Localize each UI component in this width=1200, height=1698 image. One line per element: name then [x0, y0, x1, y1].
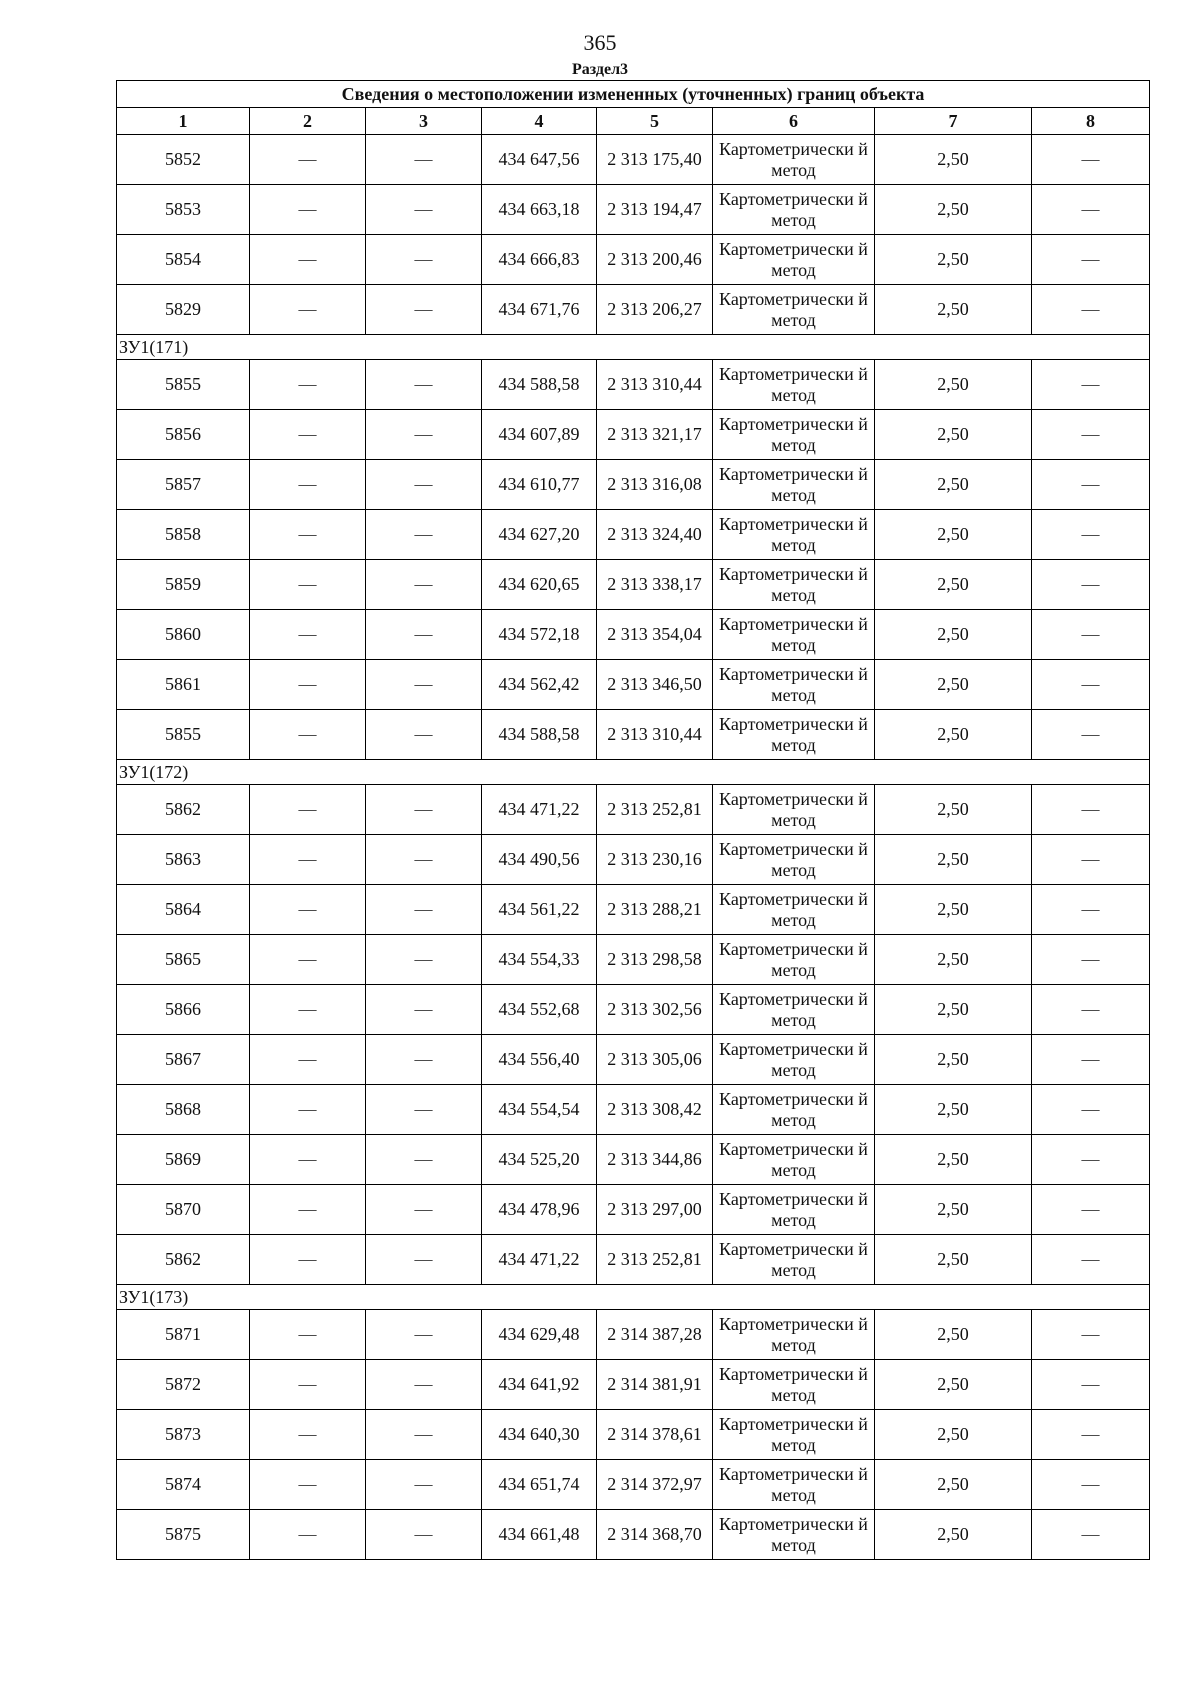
point-number-cell: 5867 [117, 1035, 250, 1085]
y-coordinate-cell: 2 314 368,70 [597, 1510, 713, 1560]
accuracy-cell: 2,50 [875, 1510, 1032, 1560]
accuracy-cell: 2,50 [875, 1135, 1032, 1185]
method-cell: Картометрически й метод [713, 785, 875, 835]
x-coordinate-cell: 434 554,54 [482, 1085, 597, 1135]
x-coordinate-cell: 434 471,22 [482, 1235, 597, 1285]
x-coordinate-cell: 434 588,58 [482, 360, 597, 410]
col8-cell: — [1032, 785, 1150, 835]
accuracy-cell: 2,50 [875, 1460, 1032, 1510]
column-number: 8 [1032, 108, 1150, 135]
y-coordinate-cell: 2 313 252,81 [597, 785, 713, 835]
table-row [117, 1510, 1150, 1560]
col3-cell: — [366, 935, 482, 985]
col3-cell: — [366, 360, 482, 410]
col8-cell: — [1032, 985, 1150, 1035]
col2-cell: — [250, 135, 366, 185]
col8-cell: — [1032, 460, 1150, 510]
method-cell: Картометрически й метод [713, 885, 875, 935]
point-number-cell: 5855 [117, 360, 250, 410]
method-cell: Картометрически й метод [713, 135, 875, 185]
col2-cell: — [250, 460, 366, 510]
y-coordinate-cell: 2 313 338,17 [597, 560, 713, 610]
table-row [117, 935, 1150, 985]
col3-cell: — [366, 410, 482, 460]
accuracy-cell: 2,50 [875, 710, 1032, 760]
y-coordinate-cell: 2 313 310,44 [597, 710, 713, 760]
col8-cell: — [1032, 610, 1150, 660]
accuracy-cell: 2,50 [875, 1310, 1032, 1360]
point-number-cell: 5870 [117, 1185, 250, 1235]
method-cell: Картометрически й метод [713, 1135, 875, 1185]
column-number: 1 [117, 108, 250, 135]
y-coordinate-cell: 2 313 324,40 [597, 510, 713, 560]
y-coordinate-cell: 2 313 175,40 [597, 135, 713, 185]
accuracy-cell: 2,50 [875, 285, 1032, 335]
col8-cell: — [1032, 935, 1150, 985]
table-row [117, 660, 1150, 710]
col3-cell: — [366, 1035, 482, 1085]
table-caption: Сведения о местоположении измененных (уточненных) границ объекта [117, 81, 1150, 108]
method-cell: Картометрически й метод [713, 1035, 875, 1085]
accuracy-cell: 2,50 [875, 135, 1032, 185]
col2-cell: — [250, 1460, 366, 1510]
col3-cell: — [366, 1510, 482, 1560]
accuracy-cell: 2,50 [875, 660, 1032, 710]
accuracy-cell: 2,50 [875, 935, 1032, 985]
accuracy-cell: 2,50 [875, 835, 1032, 885]
column-number: 4 [482, 108, 597, 135]
col3-cell: — [366, 1360, 482, 1410]
method-cell: Картометрически й метод [713, 660, 875, 710]
parcel-group-row [117, 760, 1150, 785]
col2-cell: — [250, 235, 366, 285]
table-row [117, 785, 1150, 835]
x-coordinate-cell: 434 629,48 [482, 1310, 597, 1360]
method-cell: Картометрически й метод [713, 560, 875, 610]
y-coordinate-cell: 2 314 381,91 [597, 1360, 713, 1410]
accuracy-cell: 2,50 [875, 885, 1032, 935]
point-number-cell: 5857 [117, 460, 250, 510]
parcel-group-label: ЗУ1(172) [117, 760, 1150, 785]
col2-cell: — [250, 935, 366, 985]
col8-cell: — [1032, 285, 1150, 335]
parcel-group-row [117, 1285, 1150, 1310]
point-number-cell: 5873 [117, 1410, 250, 1460]
point-number-cell: 5868 [117, 1085, 250, 1135]
col2-cell: — [250, 985, 366, 1035]
col2-cell: — [250, 1510, 366, 1560]
method-cell: Картометрически й метод [713, 360, 875, 410]
accuracy-cell: 2,50 [875, 410, 1032, 460]
x-coordinate-cell: 434 620,65 [482, 560, 597, 610]
col3-cell: — [366, 1085, 482, 1135]
method-cell: Картометрически й метод [713, 1185, 875, 1235]
x-coordinate-cell: 434 607,89 [482, 410, 597, 460]
accuracy-cell: 2,50 [875, 610, 1032, 660]
table-row [117, 885, 1150, 935]
col3-cell: — [366, 1460, 482, 1510]
method-cell: Картометрически й метод [713, 1510, 875, 1560]
y-coordinate-cell: 2 313 298,58 [597, 935, 713, 985]
col3-cell: — [366, 1235, 482, 1285]
y-coordinate-cell: 2 313 302,56 [597, 985, 713, 1035]
method-cell: Картометрически й метод [713, 510, 875, 560]
col3-cell: — [366, 185, 482, 235]
col8-cell: — [1032, 1085, 1150, 1135]
table-row [117, 1135, 1150, 1185]
col3-cell: — [366, 1310, 482, 1360]
y-coordinate-cell: 2 314 372,97 [597, 1460, 713, 1510]
col2-cell: — [250, 360, 366, 410]
table-row [117, 560, 1150, 610]
y-coordinate-cell: 2 313 344,86 [597, 1135, 713, 1185]
x-coordinate-cell: 434 556,40 [482, 1035, 597, 1085]
y-coordinate-cell: 2 313 230,16 [597, 835, 713, 885]
method-cell: Картометрически й метод [713, 1360, 875, 1410]
y-coordinate-cell: 2 313 308,42 [597, 1085, 713, 1135]
col8-cell: — [1032, 1235, 1150, 1285]
column-number-row [117, 108, 1150, 135]
col2-cell: — [250, 1035, 366, 1085]
table-row [117, 1360, 1150, 1410]
y-coordinate-cell: 2 313 200,46 [597, 235, 713, 285]
accuracy-cell: 2,50 [875, 510, 1032, 560]
col2-cell: — [250, 1185, 366, 1235]
table-row [117, 985, 1150, 1035]
y-coordinate-cell: 2 313 206,27 [597, 285, 713, 335]
x-coordinate-cell: 434 471,22 [482, 785, 597, 835]
col3-cell: — [366, 460, 482, 510]
section-title: Раздел3 [571, 61, 629, 78]
col8-cell: — [1032, 410, 1150, 460]
col3-cell: — [366, 1135, 482, 1185]
method-cell: Картометрически й метод [713, 1460, 875, 1510]
accuracy-cell: 2,50 [875, 185, 1032, 235]
point-number-cell: 5864 [117, 885, 250, 935]
point-number-cell: 5871 [117, 1310, 250, 1360]
col3-cell: — [366, 235, 482, 285]
parcel-group-row [117, 335, 1150, 360]
x-coordinate-cell: 434 671,76 [482, 285, 597, 335]
table-row [117, 460, 1150, 510]
point-number-cell: 5855 [117, 710, 250, 760]
y-coordinate-cell: 2 313 194,47 [597, 185, 713, 235]
x-coordinate-cell: 434 641,92 [482, 1360, 597, 1410]
col8-cell: — [1032, 835, 1150, 885]
table-row [117, 1460, 1150, 1510]
accuracy-cell: 2,50 [875, 1185, 1032, 1235]
y-coordinate-cell: 2 313 316,08 [597, 460, 713, 510]
x-coordinate-cell: 434 572,18 [482, 610, 597, 660]
y-coordinate-cell: 2 313 346,50 [597, 660, 713, 710]
y-coordinate-cell: 2 313 288,21 [597, 885, 713, 935]
method-cell: Картометрически й метод [713, 985, 875, 1035]
x-coordinate-cell: 434 651,74 [482, 1460, 597, 1510]
accuracy-cell: 2,50 [875, 1410, 1032, 1460]
col8-cell: — [1032, 360, 1150, 410]
y-coordinate-cell: 2 313 310,44 [597, 360, 713, 410]
col2-cell: — [250, 1410, 366, 1460]
x-coordinate-cell: 434 640,30 [482, 1410, 597, 1460]
x-coordinate-cell: 434 627,20 [482, 510, 597, 560]
method-cell: Картометрически й метод [713, 710, 875, 760]
col3-cell: — [366, 785, 482, 835]
accuracy-cell: 2,50 [875, 1085, 1032, 1135]
col8-cell: — [1032, 710, 1150, 760]
parcel-group-label: ЗУ1(173) [117, 1285, 1150, 1310]
col2-cell: — [250, 1135, 366, 1185]
col2-cell: — [250, 1310, 366, 1360]
col8-cell: — [1032, 885, 1150, 935]
column-number: 6 [713, 108, 875, 135]
col2-cell: — [250, 835, 366, 885]
col3-cell: — [366, 1410, 482, 1460]
x-coordinate-cell: 434 588,58 [482, 710, 597, 760]
accuracy-cell: 2,50 [875, 985, 1032, 1035]
table-row [117, 1310, 1150, 1360]
col8-cell: — [1032, 1360, 1150, 1410]
table-row [117, 710, 1150, 760]
method-cell: Картометрически й метод [713, 1085, 875, 1135]
col3-cell: — [366, 285, 482, 335]
point-number-cell: 5853 [117, 185, 250, 235]
point-number-cell: 5863 [117, 835, 250, 885]
point-number-cell: 5865 [117, 935, 250, 985]
point-number-cell: 5854 [117, 235, 250, 285]
y-coordinate-cell: 2 314 387,28 [597, 1310, 713, 1360]
method-cell: Картометрически й метод [713, 1235, 875, 1285]
col3-cell: — [366, 710, 482, 760]
table-row [117, 1035, 1150, 1085]
point-number-cell: 5872 [117, 1360, 250, 1410]
x-coordinate-cell: 434 552,68 [482, 985, 597, 1035]
method-cell: Картометрически й метод [713, 235, 875, 285]
y-coordinate-cell: 2 313 252,81 [597, 1235, 713, 1285]
method-cell: Картометрически й метод [713, 935, 875, 985]
x-coordinate-cell: 434 647,56 [482, 135, 597, 185]
table-row [117, 235, 1150, 285]
point-number-cell: 5861 [117, 660, 250, 710]
col8-cell: — [1032, 1510, 1150, 1560]
col3-cell: — [366, 560, 482, 610]
table-row [117, 510, 1150, 560]
y-coordinate-cell: 2 314 378,61 [597, 1410, 713, 1460]
col3-cell: — [366, 1185, 482, 1235]
method-cell: Картометрически й метод [713, 285, 875, 335]
point-number-cell: 5874 [117, 1460, 250, 1510]
accuracy-cell: 2,50 [875, 1360, 1032, 1410]
parcel-group-label: ЗУ1(171) [117, 335, 1150, 360]
col3-cell: — [366, 610, 482, 660]
col2-cell: — [250, 785, 366, 835]
table-row [117, 185, 1150, 235]
col8-cell: — [1032, 1410, 1150, 1460]
table-row [117, 1410, 1150, 1460]
table-row [117, 135, 1150, 185]
method-cell: Картометрически й метод [713, 460, 875, 510]
accuracy-cell: 2,50 [875, 235, 1032, 285]
x-coordinate-cell: 434 661,48 [482, 1510, 597, 1560]
col3-cell: — [366, 985, 482, 1035]
boundary-coordinates-table [116, 80, 1150, 1560]
table-row [117, 835, 1150, 885]
table-row [117, 360, 1150, 410]
column-number: 2 [250, 108, 366, 135]
point-number-cell: 5875 [117, 1510, 250, 1560]
point-number-cell: 5866 [117, 985, 250, 1035]
col2-cell: — [250, 1360, 366, 1410]
col8-cell: — [1032, 1310, 1150, 1360]
accuracy-cell: 2,50 [875, 1035, 1032, 1085]
method-cell: Картометрически й метод [713, 610, 875, 660]
point-number-cell: 5852 [117, 135, 250, 185]
col2-cell: — [250, 1085, 366, 1135]
col8-cell: — [1032, 135, 1150, 185]
column-number: 5 [597, 108, 713, 135]
col8-cell: — [1032, 560, 1150, 610]
x-coordinate-cell: 434 478,96 [482, 1185, 597, 1235]
accuracy-cell: 2,50 [875, 460, 1032, 510]
table-row [117, 1235, 1150, 1285]
point-number-cell: 5859 [117, 560, 250, 610]
col8-cell: — [1032, 1185, 1150, 1235]
x-coordinate-cell: 434 561,22 [482, 885, 597, 935]
page-number: 365 [583, 30, 617, 55]
point-number-cell: 5858 [117, 510, 250, 560]
point-number-cell: 5856 [117, 410, 250, 460]
col8-cell: — [1032, 660, 1150, 710]
y-coordinate-cell: 2 313 305,06 [597, 1035, 713, 1085]
col8-cell: — [1032, 235, 1150, 285]
x-coordinate-cell: 434 663,18 [482, 185, 597, 235]
y-coordinate-cell: 2 313 354,04 [597, 610, 713, 660]
col2-cell: — [250, 610, 366, 660]
accuracy-cell: 2,50 [875, 360, 1032, 410]
x-coordinate-cell: 434 525,20 [482, 1135, 597, 1185]
accuracy-cell: 2,50 [875, 1235, 1032, 1285]
column-number: 3 [366, 108, 482, 135]
col8-cell: — [1032, 1035, 1150, 1085]
table-row [117, 1185, 1150, 1235]
col2-cell: — [250, 710, 366, 760]
col3-cell: — [366, 885, 482, 935]
col2-cell: — [250, 560, 366, 610]
col2-cell: — [250, 660, 366, 710]
method-cell: Картометрически й метод [713, 1410, 875, 1460]
x-coordinate-cell: 434 490,56 [482, 835, 597, 885]
table-row [117, 1085, 1150, 1135]
method-cell: Картометрически й метод [713, 1310, 875, 1360]
table-row [117, 410, 1150, 460]
col2-cell: — [250, 285, 366, 335]
x-coordinate-cell: 434 562,42 [482, 660, 597, 710]
accuracy-cell: 2,50 [875, 785, 1032, 835]
col2-cell: — [250, 410, 366, 460]
point-number-cell: 5869 [117, 1135, 250, 1185]
x-coordinate-cell: 434 554,33 [482, 935, 597, 985]
method-cell: Картометрически й метод [713, 835, 875, 885]
column-number: 7 [875, 108, 1032, 135]
col3-cell: — [366, 660, 482, 710]
point-number-cell: 5862 [117, 1235, 250, 1285]
y-coordinate-cell: 2 313 297,00 [597, 1185, 713, 1235]
x-coordinate-cell: 434 666,83 [482, 235, 597, 285]
point-number-cell: 5862 [117, 785, 250, 835]
method-cell: Картометрически й метод [713, 185, 875, 235]
point-number-cell: 5860 [117, 610, 250, 660]
table-row [117, 610, 1150, 660]
col2-cell: — [250, 185, 366, 235]
y-coordinate-cell: 2 313 321,17 [597, 410, 713, 460]
point-number-cell: 5829 [117, 285, 250, 335]
col3-cell: — [366, 835, 482, 885]
col2-cell: — [250, 510, 366, 560]
col2-cell: — [250, 885, 366, 935]
col3-cell: — [366, 510, 482, 560]
x-coordinate-cell: 434 610,77 [482, 460, 597, 510]
col3-cell: — [366, 135, 482, 185]
col8-cell: — [1032, 1460, 1150, 1510]
col2-cell: — [250, 1235, 366, 1285]
col8-cell: — [1032, 510, 1150, 560]
col8-cell: — [1032, 185, 1150, 235]
method-cell: Картометрически й метод [713, 410, 875, 460]
col8-cell: — [1032, 1135, 1150, 1185]
accuracy-cell: 2,50 [875, 560, 1032, 610]
table-row [117, 285, 1150, 335]
